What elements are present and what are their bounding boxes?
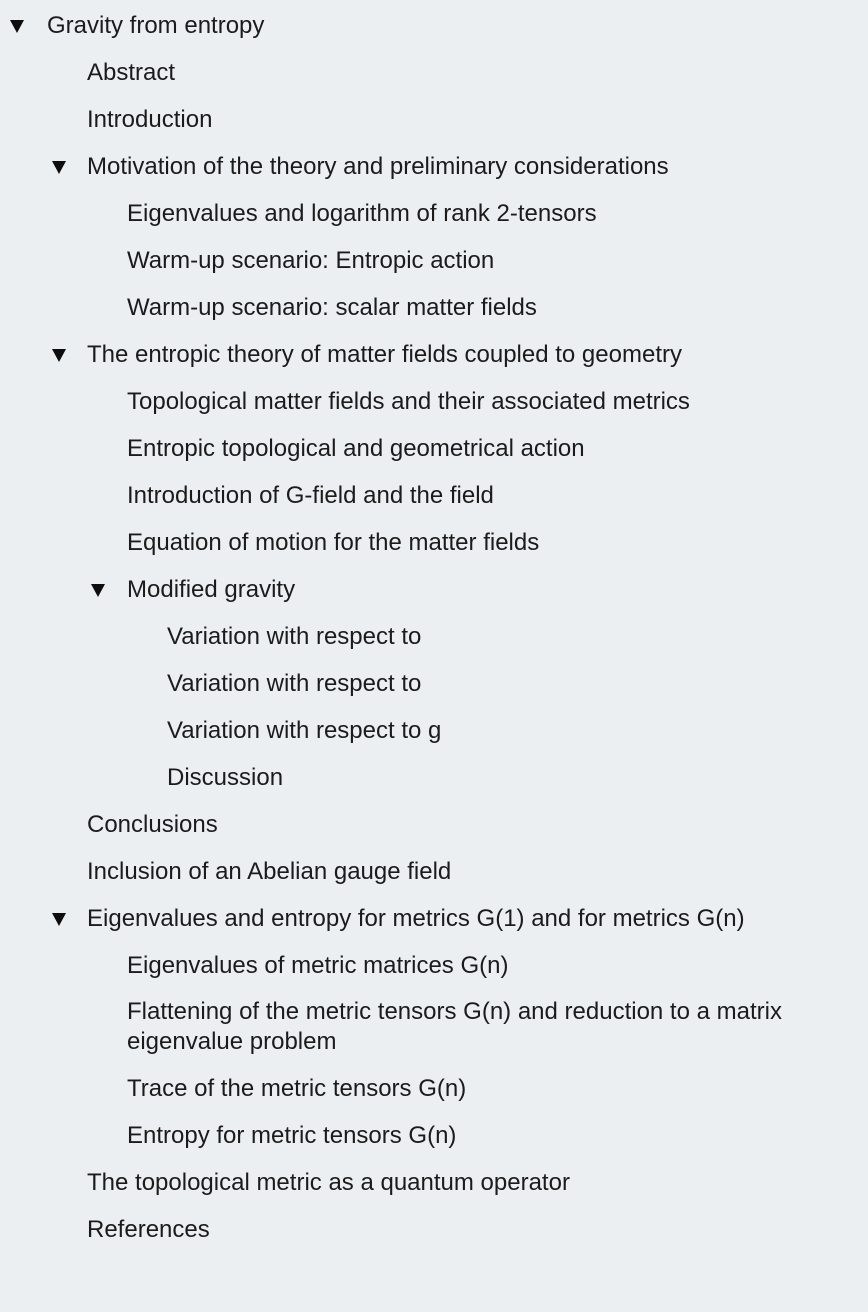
toc-item-label[interactable]: Warm-up scenario: scalar matter fields (127, 294, 537, 321)
toc-item-label[interactable]: Motivation of the theory and preliminary considerations (87, 153, 669, 180)
toc-item-label[interactable]: Gravity from entropy (47, 12, 265, 39)
collapse-triangle-icon[interactable] (52, 349, 66, 362)
toc-item-label[interactable]: Warm-up scenario: Entropic action (127, 247, 495, 274)
toc-item-label[interactable]: Discussion (167, 764, 284, 791)
collapse-triangle-icon[interactable] (52, 161, 66, 174)
toc-item-label[interactable]: Flattening of the metric tensors G(n) and reduction to a matrix eigenvalue problem (127, 998, 782, 1055)
collapse-triangle-icon[interactable] (10, 20, 24, 33)
collapse-triangle-icon[interactable] (91, 584, 105, 597)
toc-item-label[interactable]: References (87, 1216, 210, 1243)
toc-item-label[interactable]: Abstract (87, 59, 176, 86)
collapse-triangle-icon[interactable] (52, 913, 66, 926)
toc-item-label[interactable]: Eigenvalues and entropy for metrics G(1) and for metrics G(n) (87, 905, 745, 932)
toc-item-label[interactable]: Entropic topological and geometrical action (127, 435, 585, 462)
toc-item-label[interactable]: Eigenvalues and logarithm of rank 2-tensors (127, 200, 597, 227)
toc-item-label[interactable]: Modified gravity (127, 576, 296, 603)
toc-item-label[interactable]: The entropic theory of matter fields coupled to geometry (87, 341, 682, 368)
toc-item-label[interactable]: Topological matter fields and their associated metrics (127, 388, 690, 415)
toc-item-label[interactable]: Conclusions (87, 811, 218, 838)
toc-item-label[interactable]: Introduction (87, 106, 213, 133)
toc-item-label[interactable]: Introduction of G-field and the field (127, 482, 494, 509)
toc-item-label[interactable]: Variation with respect to (167, 623, 422, 650)
toc-item-label[interactable]: The topological metric as a quantum operator (87, 1169, 570, 1196)
toc-item-label[interactable]: Variation with respect to (167, 670, 422, 697)
toc-item-label[interactable]: Equation of motion for the matter fields (127, 529, 540, 556)
toc-item-label[interactable]: Eigenvalues of metric matrices G(n) (127, 952, 509, 979)
toc-item-label[interactable]: Trace of the metric tensors G(n) (127, 1075, 467, 1102)
toc-item-label[interactable]: Inclusion of an Abelian gauge field (87, 858, 452, 885)
toc-item-label[interactable]: Entropy for metric tensors G(n) (127, 1122, 457, 1149)
toc-item-label[interactable]: Variation with respect to g (167, 717, 442, 744)
